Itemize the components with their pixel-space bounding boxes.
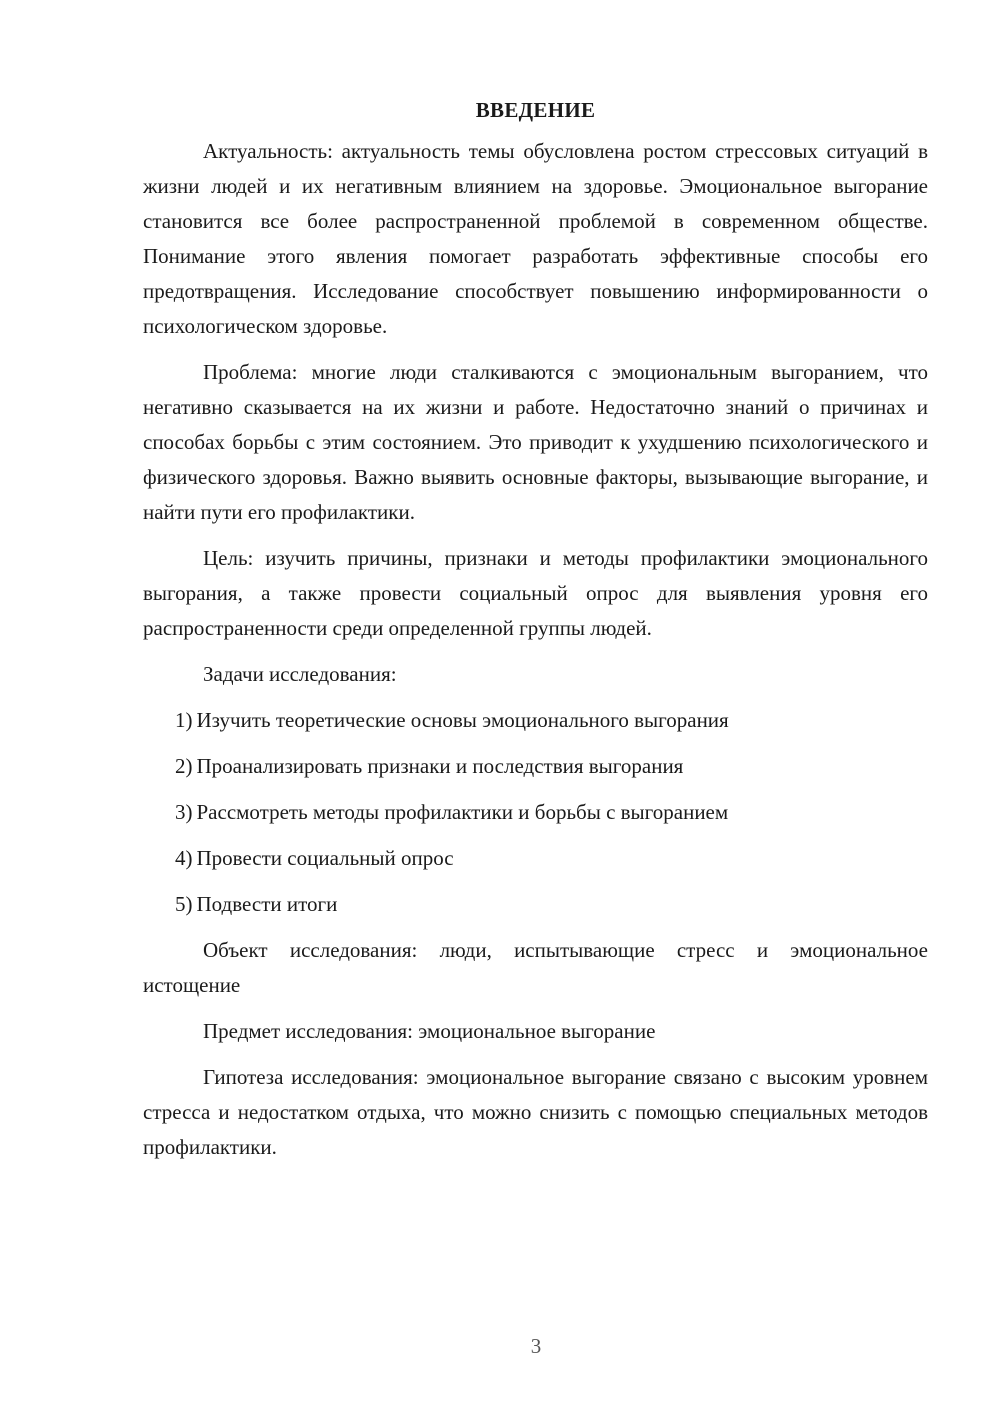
hypothesis-paragraph: Гипотеза исследования: эмоциональное выгорание связано с высоким уровнем стресса и недостатком отдыха, что можно снизить с помощью специальных методов профилактики. (143, 1065, 928, 1159)
tasks-list (143, 703, 928, 922)
list-item-number: 4) (175, 846, 193, 870)
list-item-number: 2) (175, 754, 193, 778)
list-item (143, 703, 928, 738)
relevance-paragraph: Актуальность: актуальность темы обусловлена ростом стрессовых ситуаций в жизни людей и их негативным влиянием на здоровье. Эмоциональное выгорание становится все более распространенной проблемой в современном обществе. Понимание этого явления помогает разработать эффективные способы его предотвращения. Исследование способствует повышению информированности о психологическом здоровье. (143, 139, 928, 338)
list-item-text: Подвести итоги (196, 892, 338, 916)
problem-paragraph: Проблема: многие люди сталкиваются с эмоциональным выгоранием, что негативно сказывается на их жизни и работе. Недостаточно знаний о причинах и способах борьбы с этим состоянием. Это приводит к ухудшению психологического и физического здоровья. Важно выявить основные факторы, вызывающие выгорание, и найти пути его профилактики. (143, 360, 928, 524)
list-item-text: Проанализировать признаки и последствия выгорания (196, 754, 684, 778)
page-title: ВВЕДЕНИЕ (475, 98, 596, 122)
list-item (143, 887, 928, 922)
list-item-number: 3) (175, 800, 193, 824)
list-item (143, 795, 928, 830)
subject-paragraph: Предмет исследования: эмоциональное выгорание (203, 1019, 656, 1043)
list-item (143, 841, 928, 876)
list-item-text: Рассмотреть методы профилактики и борьбы с выгоранием (196, 800, 729, 824)
list-item-text: Провести социальный опрос (196, 846, 454, 870)
document-page (143, 93, 928, 1176)
list-item-number: 1) (175, 708, 193, 732)
goal-paragraph: Цель: изучить причины, признаки и методы профилактики эмоционального выгорания, а также провести социальный опрос для выявления уровня его распространенности среди определенной группы людей. (143, 546, 928, 640)
list-item-number: 5) (175, 892, 193, 916)
page-number: 3 (530, 1334, 542, 1358)
list-item (143, 749, 928, 784)
object-paragraph: Объект исследования: люди, испытывающие стресс и эмоциональное истощение (143, 938, 928, 997)
tasks-heading: Задачи исследования: (203, 662, 397, 686)
list-item-text: Изучить теоретические основы эмоционального выгорания (196, 708, 729, 732)
